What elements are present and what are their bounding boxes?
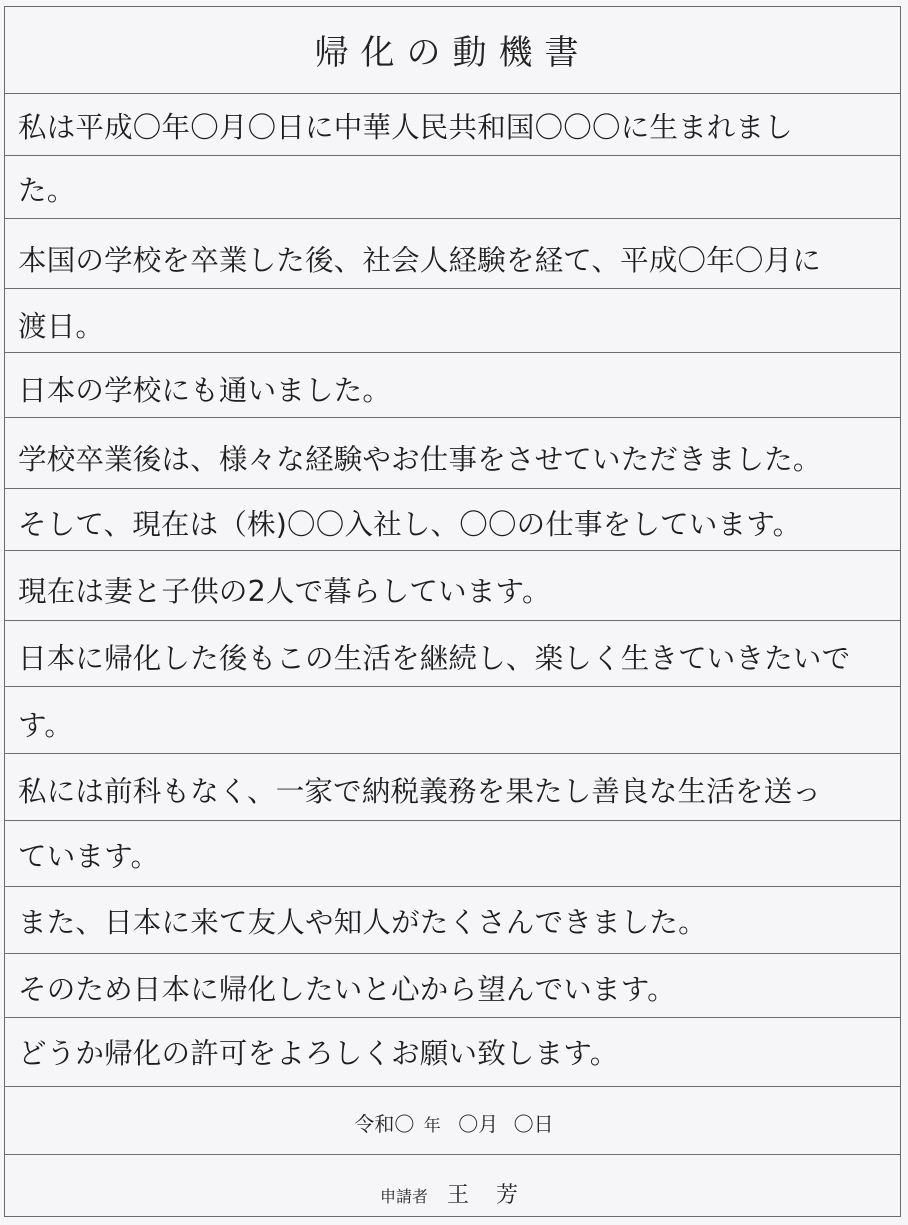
applicant-name: 王 芳 bbox=[447, 1183, 529, 1208]
text-line-2: た。 bbox=[18, 174, 76, 207]
date-month: 〇月 bbox=[458, 1112, 499, 1136]
applicant-label: 申請者 bbox=[379, 1187, 428, 1206]
date-era: 令和〇 bbox=[354, 1112, 415, 1136]
text-line-1: 私は平成〇年〇月〇日に中華人民共和国〇〇〇に生まれまし bbox=[18, 111, 793, 144]
document-title: 帰化の動機書 bbox=[314, 33, 591, 73]
text-line-8: 現在は妻と子供の2人で暮らしています。 bbox=[18, 575, 551, 608]
ruled-line-15 bbox=[4, 1018, 901, 1087]
signature-line bbox=[0, 1178, 908, 1209]
text-line-7: そして、現在は（株)〇〇入社し、〇〇の仕事をしています。 bbox=[18, 508, 802, 541]
ruled-line-9 bbox=[4, 621, 901, 687]
text-line-9: 日本に帰化した後もこの生活を継続し、楽しく生きていきたいで bbox=[18, 642, 851, 675]
date-line bbox=[0, 1108, 908, 1137]
ruled-line-7 bbox=[4, 489, 901, 551]
ruled-line-4 bbox=[4, 289, 901, 353]
ruled-line-10 bbox=[4, 687, 901, 754]
ruled-line-12 bbox=[4, 821, 901, 887]
text-line-12: ています。 bbox=[18, 840, 160, 873]
text-line-14: そのため日本に帰化したいと心から望んでいます。 bbox=[18, 973, 676, 1006]
text-line-15: どうか帰化の許可をよろしくお願い致します。 bbox=[18, 1037, 619, 1070]
text-line-3: 本国の学校を卒業した後、社会人経験を経て、平成〇年〇月に bbox=[18, 244, 822, 277]
text-line-5: 日本の学校にも通いました。 bbox=[18, 374, 392, 407]
text-line-11: 私には前科もなく、一家で納税義務を果たし善良な生活を送っ bbox=[18, 775, 822, 808]
text-line-4: 渡日。 bbox=[18, 310, 105, 343]
text-line-10: す。 bbox=[18, 709, 74, 742]
ruled-line-3 bbox=[4, 219, 901, 289]
date-year-unit: 年 bbox=[423, 1116, 441, 1136]
text-line-6: 学校卒業後は、様々な経験やお仕事をさせていただきました。 bbox=[18, 443, 822, 476]
ruled-line-11 bbox=[4, 754, 901, 821]
ruled-line-8 bbox=[4, 551, 901, 621]
date-day: 〇日 bbox=[513, 1112, 554, 1136]
ruled-line-6 bbox=[4, 418, 901, 489]
text-line-13: また、日本に来て友人や知人がたくさんできました。 bbox=[18, 906, 707, 939]
ruled-line-13 bbox=[4, 887, 901, 954]
ruled-line-5 bbox=[4, 353, 901, 418]
ruled-line-2 bbox=[4, 156, 901, 219]
ruled-line-1 bbox=[4, 94, 901, 156]
title-row bbox=[4, 6, 901, 94]
ruled-line-14 bbox=[4, 954, 901, 1018]
